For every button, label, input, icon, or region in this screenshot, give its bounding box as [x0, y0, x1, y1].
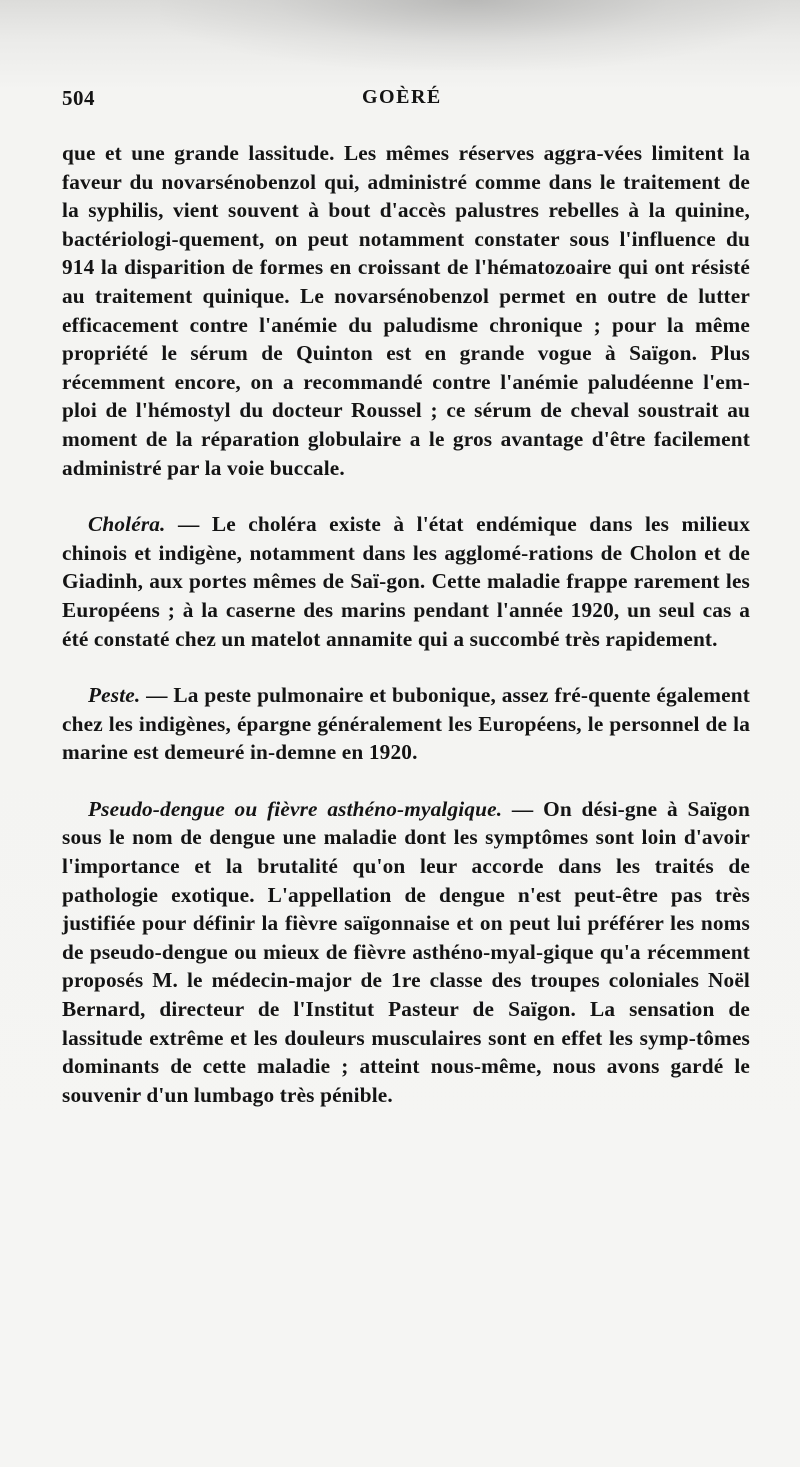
section-heading-peste: Peste. [88, 683, 141, 708]
running-head [62, 86, 752, 118]
section-heading-pseudo-dengue: Pseudo-dengue ou fièvre asthéno-myalgique. [88, 796, 503, 821]
scan-smudge [160, 0, 780, 70]
section-heading-cholera: Choléra. [88, 512, 166, 537]
section-text-cholera: — Le choléra existe à l'état endémique dans les milieux chinois et indigène, notamment dans les agglomé-rations de Cholon et de Giadinh, aux portes mêmes de Saï-gon. Cette maladie frappe rarement les Européens ; à la caserne des marins pendant l'année 1920, un seul cas a été constaté chez un matelot annamite qui a succombé très rapidement. [62, 512, 750, 651]
section-cholera [62, 510, 750, 653]
section-peste [62, 681, 750, 767]
section-text-pseudo-dengue: — On dési-gne à Saïgon sous le nom de dengue une maladie dont les symptômes sont loin d'avoir l'importance et la brutalité qu'on leur accorde dans les traités de pathologie exotique. L'appellation de dengue n'est peut-être pas très justifiée pour définir la fièvre saïgonnaise et on peut lui préférer les noms de pseudo-dengue ou mieux de fièvre asthéno-myal-gique qu'a récemment proposés M. le médecin-major de 1re classe des troupes coloniales Noël Bernard, directeur de l'Institut Pasteur de Saïgon. La sensation de lassitude extrême et les douleurs musculaires sont en effet les symp-tômes dominants de cette maladie ; atteint nous-même, nous avons gardé le souvenir d'un lumbago très pénible. [62, 796, 750, 1107]
body-text [62, 139, 750, 1109]
section-pseudo-dengue [62, 795, 750, 1110]
page-number: 504 [62, 86, 95, 110]
running-title: GOÈRÉ [362, 86, 442, 108]
paragraph-continued: que et une grande lassitude. Les mêmes réserves aggra-vées limitent la faveur du novarsénobenzol qui, administré comme dans le traitement de la syphilis, vient souvent à bout d'accès palustres rebelles à la quinine, bactériologi-quement, on peut notamment constater sous l'influence du 914 la disparition de formes en croissant de l'hématozoaire qui ont résisté au traitement quinique. Le novarsénobenzol permet en outre de lutter efficacement contre l'anémie du paludisme chronique ; pour la même propriété le sérum de Quinton est en grande vogue à Saïgon. Plus récemment encore, on a recommandé contre l'anémie paludéenne l'em-ploi de l'hémostyl du docteur Roussel ; ce sérum de cheval soustrait au moment de la réparation globulaire a le gros avantage d'être facilement administré par la voie buccale. [62, 141, 750, 480]
section-text-peste: — La peste pulmonaire et bubonique, assez fré-quente également chez les indigènes, épargne généralement les Européens, le personnel de la marine est demeuré in-demne en 1920. [62, 683, 750, 765]
